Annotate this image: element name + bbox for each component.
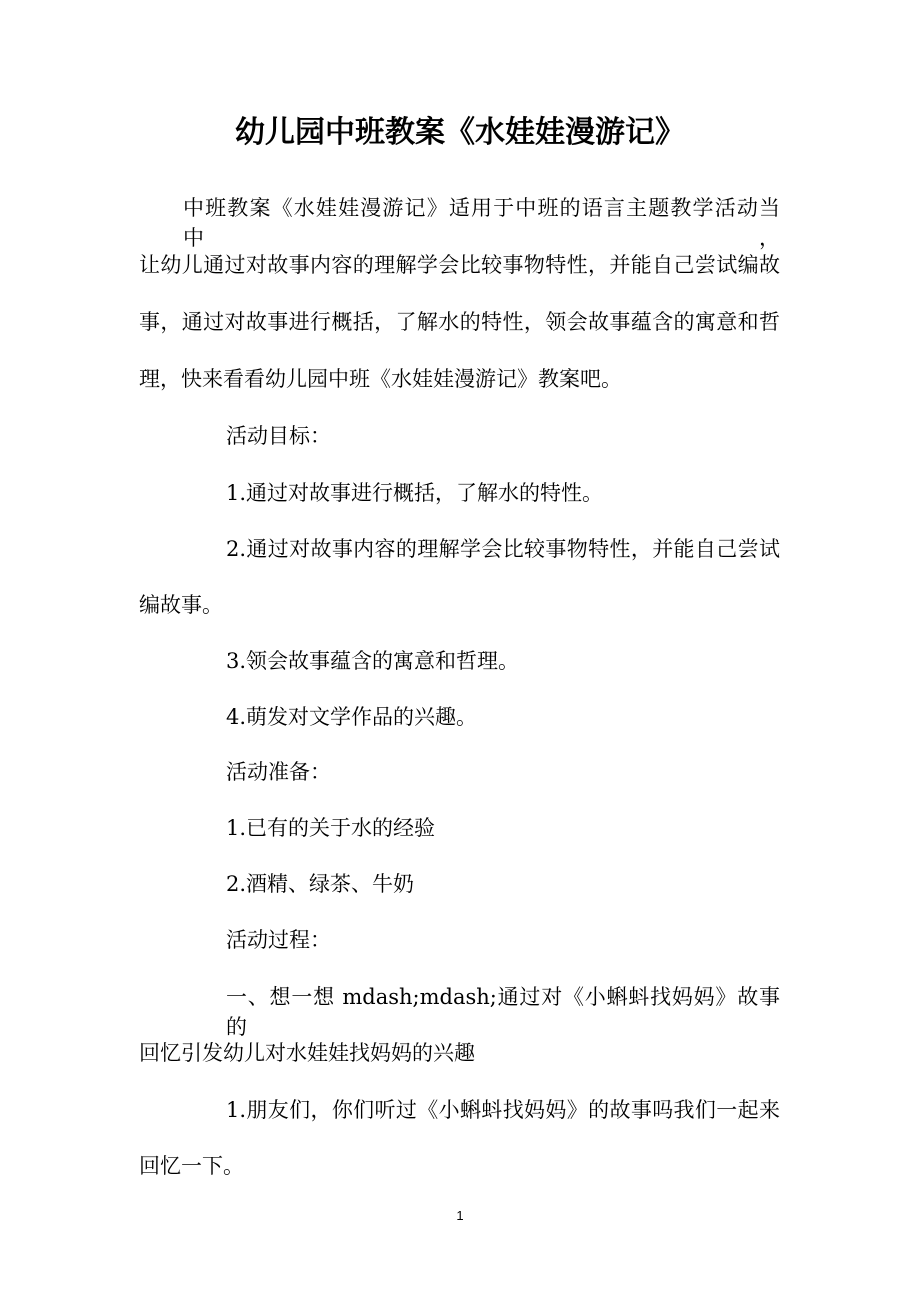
prep-item: 1.已有的关于水的经验	[226, 816, 436, 840]
process-heading: 活动过程：	[226, 928, 331, 952]
process-line: 一、想一想 mdash;mdash;通过对《小蝌蚪找妈妈》故事的	[226, 985, 780, 1039]
intro-line: 让幼儿通过对故事内容的理解学会比较事物特性，并能自己尝试编故	[139, 253, 780, 277]
page-number: 1	[456, 1208, 464, 1223]
goal-item: 4.萌发对文学作品的兴趣。	[226, 705, 478, 729]
goal-item: 3.领会故事蕴含的寓意和哲理。	[226, 649, 520, 673]
prep-item: 2.酒精、绿茶、牛奶	[226, 872, 415, 896]
goal-item: 1.通过对故事进行概括，了解水的特性。	[226, 481, 604, 505]
prep-heading: 活动准备：	[226, 760, 331, 784]
intro-line: 事，通过对故事进行概括，了解水的特性，领会故事蕴含的寓意和哲	[139, 310, 780, 334]
process-line: 1.朋友们，你们听过《小蝌蚪找妈妈》的故事吗我们一起来	[226, 1098, 780, 1122]
intro-line: 理，快来看看幼儿园中班《水娃娃漫游记》教案吧。	[139, 367, 622, 391]
goal-item: 2.通过对故事内容的理解学会比较事物特性，并能自己尝试	[226, 537, 780, 561]
process-line: 回忆一下。	[139, 1154, 244, 1178]
process-line: 回忆引发幼儿对水娃娃找妈妈的兴趣	[139, 1041, 475, 1065]
goal-item-continued: 编故事。	[139, 593, 223, 617]
document-title: 幼儿园中班教案《水娃娃漫游记》	[235, 115, 685, 150]
goals-heading: 活动目标：	[226, 424, 331, 448]
intro-line: 中班教案《水娃娃漫游记》适用于中班的语言主题教学活动当中，	[183, 196, 780, 250]
